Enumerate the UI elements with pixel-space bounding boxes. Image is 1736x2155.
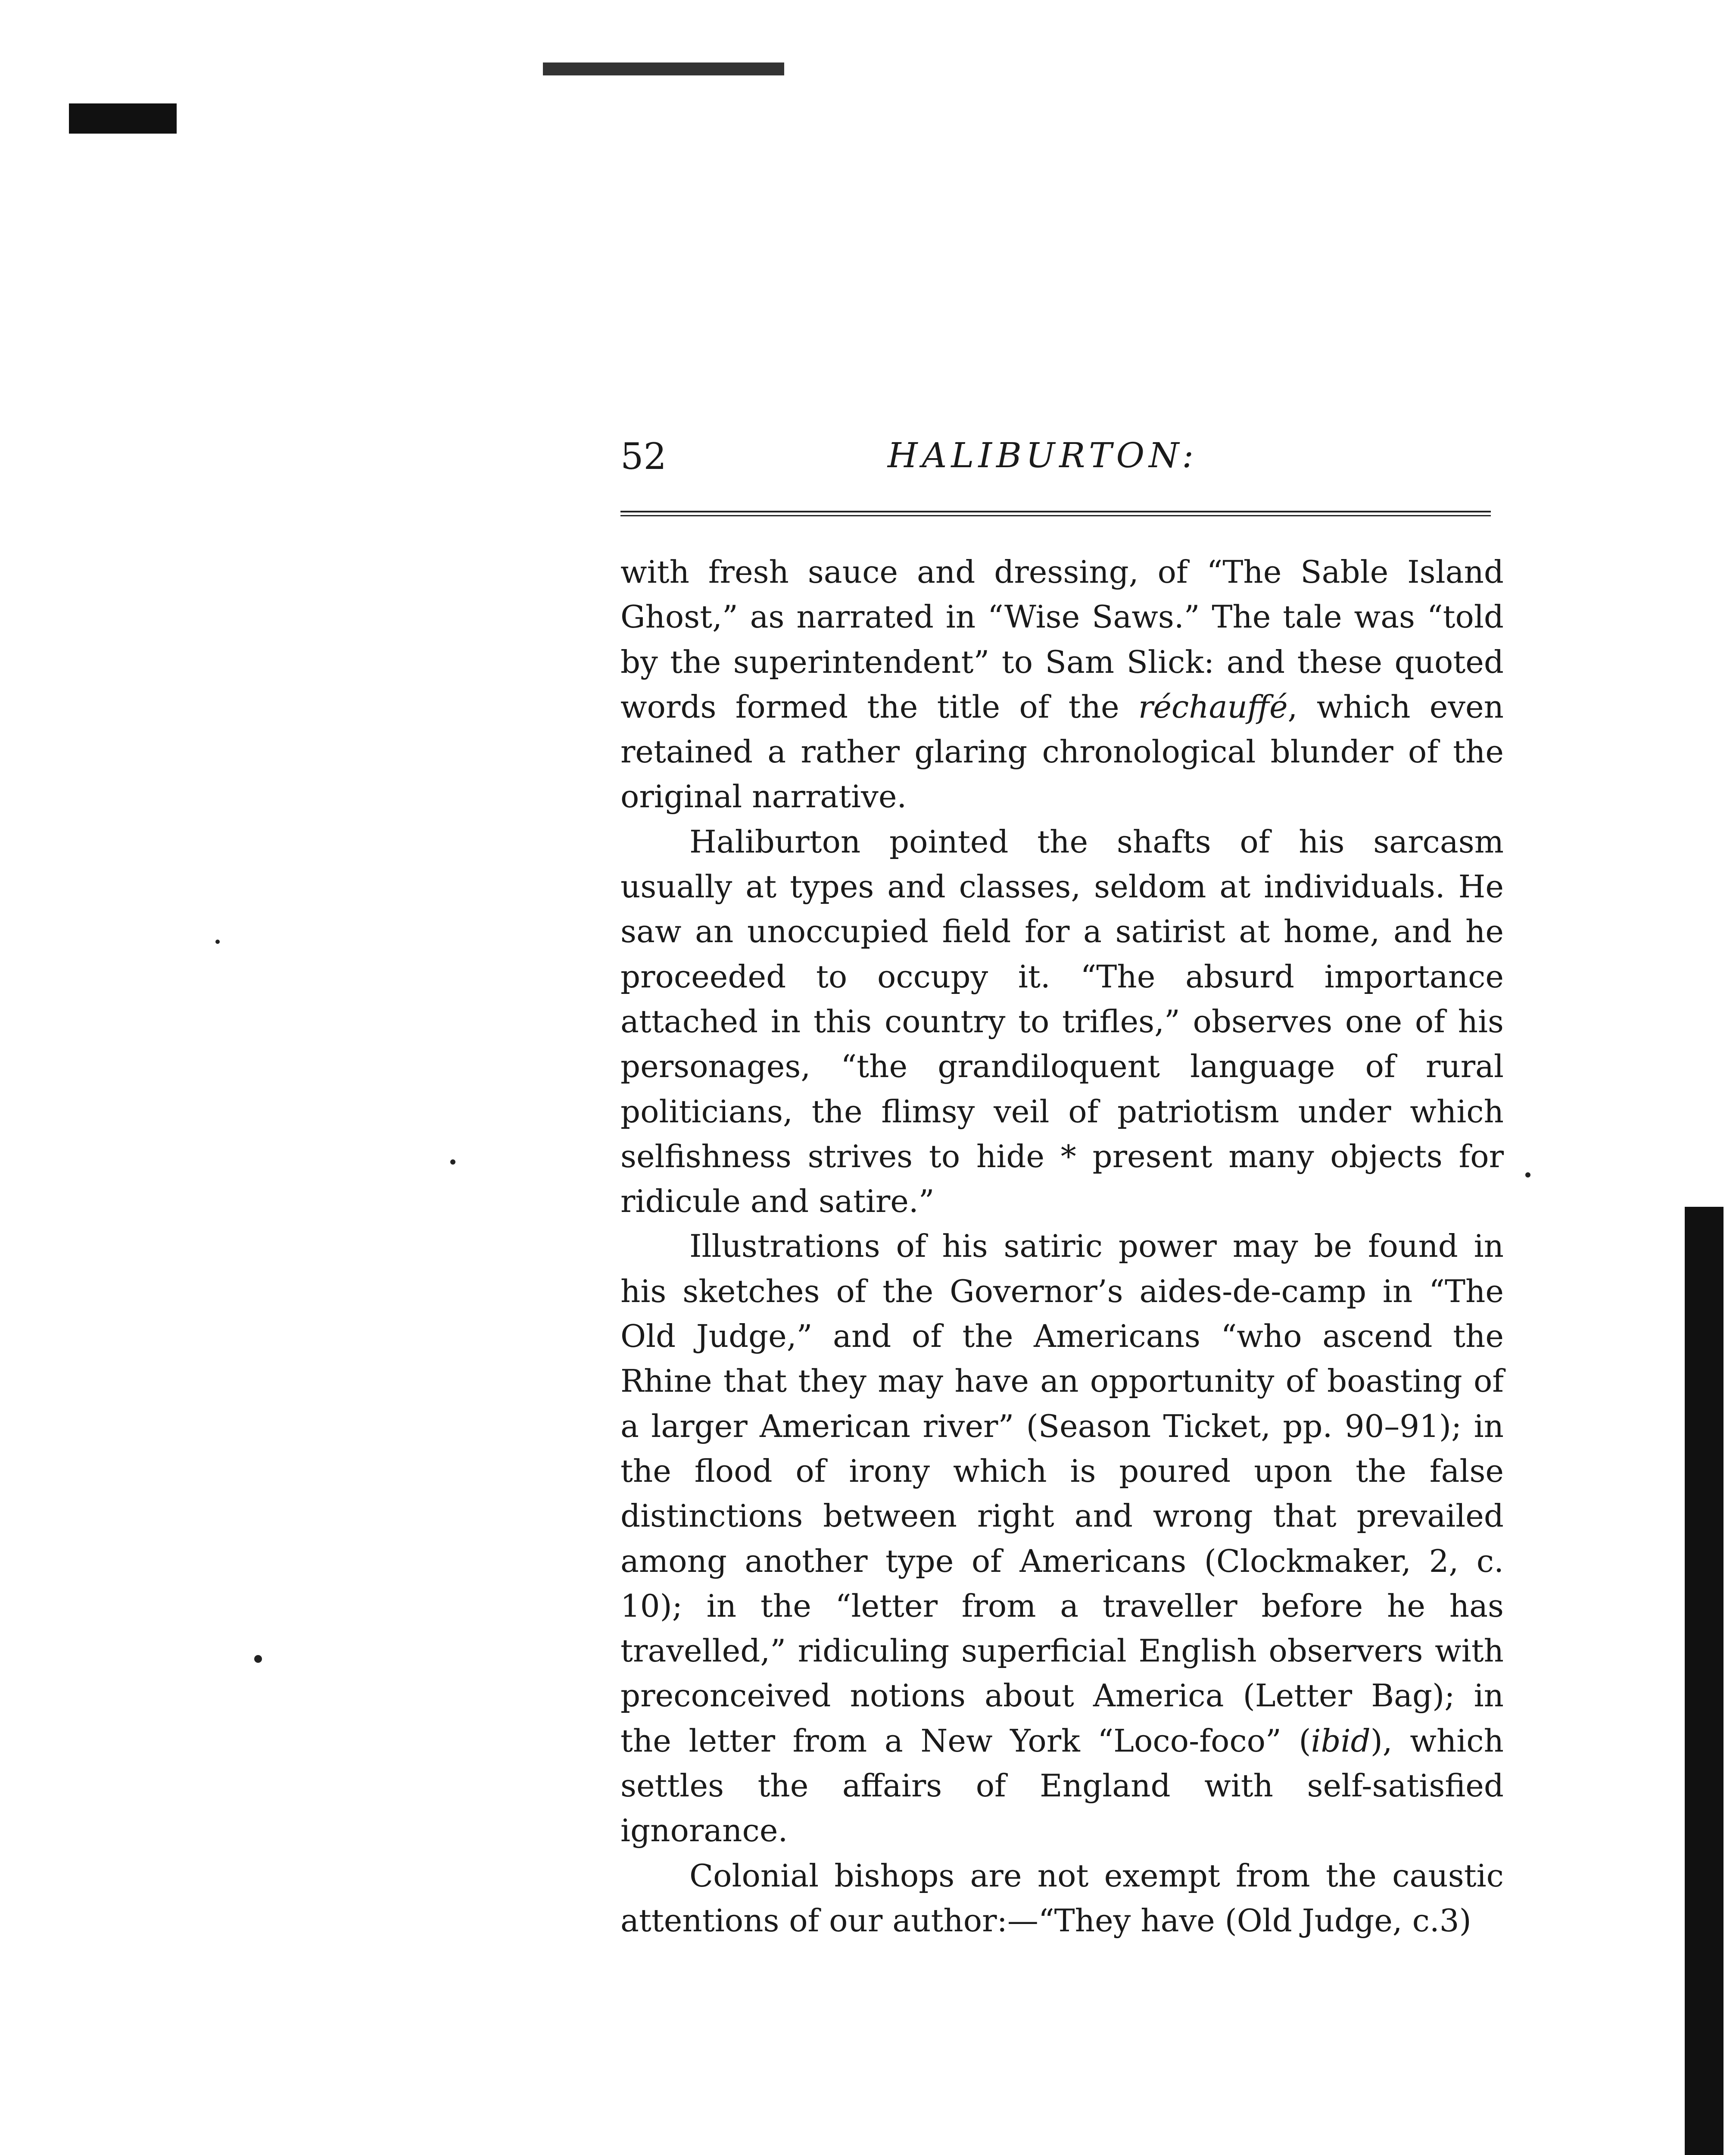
paragraph-text: Haliburton pointed the shafts of his sarcasm usually at types and classes, seldom at individuals. He saw an unoccupied field for a satirist at home, and he proceeded to occupy it. “The absurd importance attached in this country to trifles,” observes one of his personages, “the grandiloquent language of rural politicians, the flimsy veil of patriotism under which selfishness strives to hide * present many objects for ridicule and satire.” xyxy=(620,823,1504,1220)
scan-speck xyxy=(254,1655,262,1663)
paragraph-text: Illustrations of his satiric power may be found in his sketches of the Governor’s aides-de-camp in “The Old Judge,” and of the Americans “who ascend the Rhine that they may have an opportunity of boasting of a larger American river” (Season Ticket, pp. 90–91); in the flood of irony which is poured upon the false distinctions between right and wrong that prevailed among another type of Americans (Clockmaker, 2, c. 10); in the “letter from a traveller before he has travelled,” ridiculing superficial English observers with preconceived notions about America (Letter Bag); in the letter from a New York “Loco-foco” ( xyxy=(620,1228,1504,1759)
page-number: 52 xyxy=(620,435,667,478)
paragraph-text: with fresh sauce and dressing, of “The Sable Island Ghost,” as narrated in “Wise Saws.” The tale was “told by the superintendent” to Sam Slick: and these quoted words formed the title of the xyxy=(620,554,1504,725)
paragraph-text: ), which settles the affairs of England with self-satisfied ignorance. xyxy=(620,1722,1504,1849)
body-text xyxy=(620,550,1504,1943)
italic-text: réchauffé xyxy=(1138,688,1288,725)
paragraph xyxy=(620,1224,1504,1853)
paragraph-text: , which even retained a rather glaring chronological blunder of the original narrative. xyxy=(620,688,1504,815)
scan-bar-right-edge xyxy=(1685,1207,1724,2155)
italic-text: ibid xyxy=(1311,1722,1371,1759)
running-title: HALIBURTON: xyxy=(887,435,1198,475)
scan-speck xyxy=(215,940,220,944)
paragraph xyxy=(620,1853,1504,1943)
paragraph xyxy=(620,550,1504,819)
scan-speck xyxy=(450,1159,455,1165)
header-rule xyxy=(620,511,1491,516)
scan-smudge-top-left xyxy=(69,103,177,134)
paragraph xyxy=(620,819,1504,1224)
scan-speck xyxy=(1525,1172,1530,1177)
scan-smudge-top-center xyxy=(543,62,784,75)
page-header xyxy=(620,435,1491,491)
paragraph-text: Colonial bishops are not exempt from the caustic attentions of our author:—“They have (Old Judge, c.3) xyxy=(620,1857,1504,1939)
